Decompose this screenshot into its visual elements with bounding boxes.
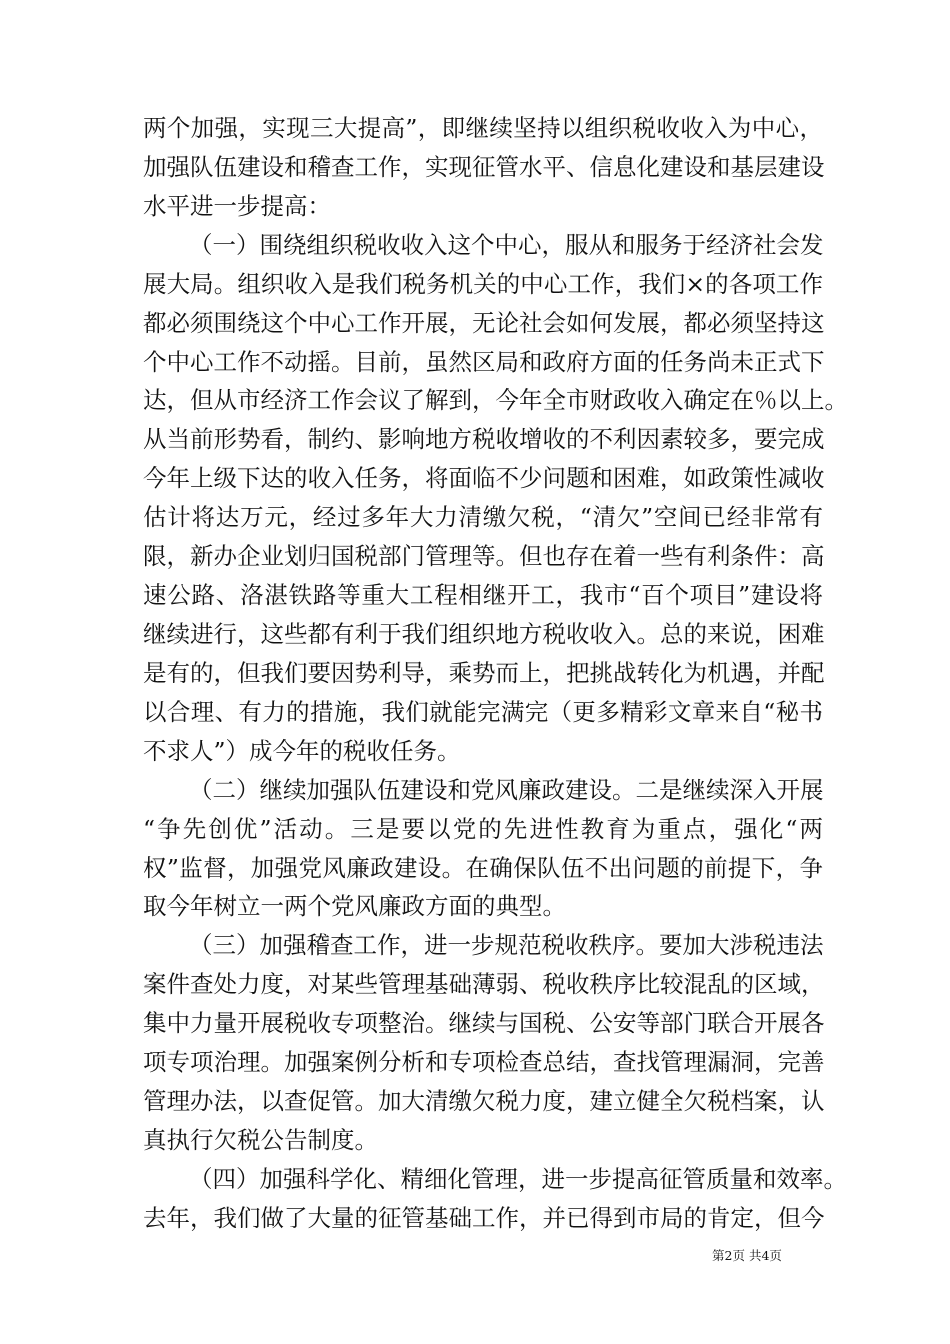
document-body — [143, 109, 848, 1238]
text-line: 加强队伍建设和稽查工作，实现征管水平、信息化建设和基层建设 — [143, 152, 825, 181]
paragraph — [143, 226, 848, 771]
current-page-number: 2 — [724, 1248, 733, 1263]
text-line: 案件查处力度，对某些管理基础薄弱、税收秩序比较混乱的区域， — [143, 970, 825, 999]
text-line: 限，新办企业划归国税部门管理等。但也存在着一些有利条件：高 — [143, 542, 825, 571]
text-line: 权”监督，加强党风廉政建设。在确保队伍不出问题的前提下，争 — [143, 853, 823, 882]
text-line: 项专项治理。加强案例分析和专项检查总结，查找管理漏洞，完善 — [143, 1048, 825, 1077]
text-line: 水平进一步提高： — [143, 191, 331, 220]
text-line: 达，但从市经济工作会议了解到，今年全市财政收入确定在％以上。 — [143, 386, 848, 415]
text-line: 取今年树立一两个党风廉政方面的典型。 — [143, 892, 566, 921]
text-line: 集中力量开展税收专项整治。继续与国税、公安等部门联合开展各 — [143, 1009, 825, 1038]
page-footer — [712, 1246, 782, 1264]
footer-middle: 页 共 — [732, 1248, 762, 1263]
text-line: 从当前形势看，制约、影响地方税收增收的不利因素较多，要完成 — [143, 425, 825, 454]
text-line: “争先创优”活动。三是要以党的先进性教育为重点，强化“两 — [143, 814, 823, 843]
text-line: 管理办法，以查促管。加大清缴欠税力度，建立健全欠税档案，认 — [143, 1087, 825, 1116]
paragraph — [143, 109, 823, 226]
paragraph — [143, 771, 823, 927]
text-line: 今年上级下达的收入任务，将面临不少问题和困难，如政策性减收 — [143, 464, 825, 493]
total-page-number: 4 — [761, 1248, 770, 1263]
text-line: 不求人”）成今年的税收任务。 — [143, 736, 461, 765]
paragraph — [143, 1160, 847, 1238]
text-line: 个中心工作不动摇。目前，虽然区局和政府方面的任务尚未正式下 — [143, 347, 825, 376]
text-line: 两个加强，实现三大提高”，即继续坚持以组织税收收入为中心， — [143, 114, 823, 142]
text-line: （一）围绕组织税收收入这个中心，服从和服务于经济社会发 — [189, 230, 824, 259]
text-line: 速公路、洛湛铁路等重大工程相继开工，我市“百个项目”建设将 — [143, 581, 823, 610]
text-line: （二）继续加强队伍建设和党风廉政建设。二是继续深入开展 — [189, 775, 824, 804]
text-line: 都必须围绕这个中心工作开展，无论社会如何发展，都必须坚持这 — [143, 308, 825, 337]
footer-suffix: 页 — [769, 1248, 782, 1263]
paragraph — [143, 926, 823, 1160]
footer-prefix: 第 — [712, 1248, 725, 1263]
text-line: （四）加强科学化、精细化管理，进一步提高征管质量和效率。 — [189, 1164, 847, 1193]
text-line: 展大局。组织收入是我们税务机关的中心工作，我们×的各项工作 — [143, 269, 823, 298]
text-line: 真执行欠税公告制度。 — [143, 1125, 378, 1154]
text-line: 估计将达万元，经过多年大力清缴欠税，“清欠”空间已经非常有 — [143, 503, 823, 532]
text-line: （三）加强稽查工作，进一步规范税收秩序。要加大涉税违法 — [189, 931, 824, 960]
text-line: 去年，我们做了大量的征管基础工作，并已得到市局的肯定，但今 — [143, 1203, 825, 1232]
text-line: 是有的，但我们要因势利导，乘势而上，把挑战转化为机遇，并配 — [143, 658, 825, 687]
text-line: 继续进行，这些都有利于我们组织地方税收收入。总的来说，困难 — [143, 619, 825, 648]
text-line: 以合理、有力的措施，我们就能完满完（更多精彩文章来自“秘书 — [143, 697, 823, 726]
